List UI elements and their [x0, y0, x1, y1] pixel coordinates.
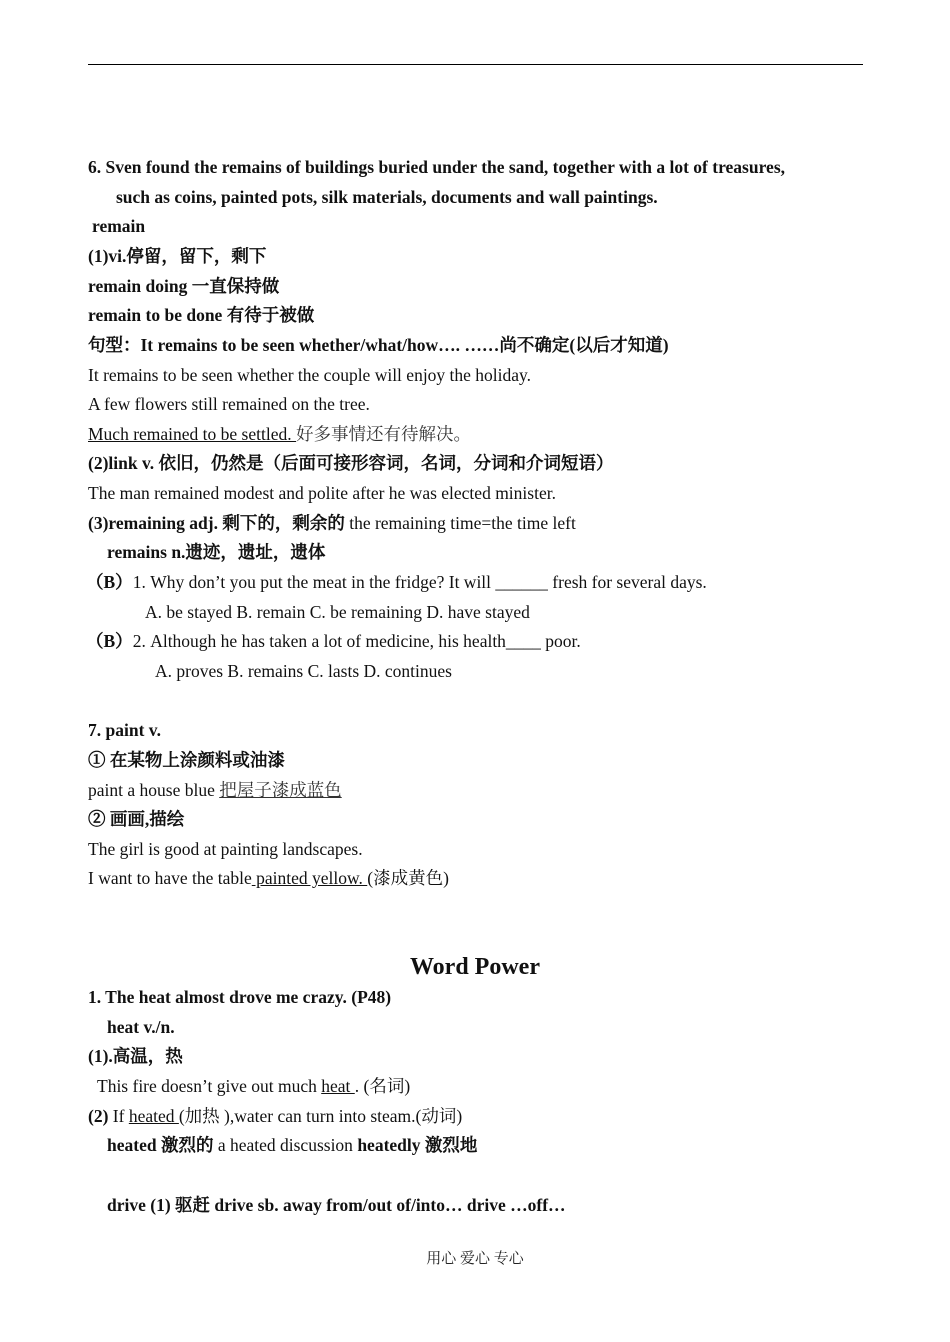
example-translation: 把屋子漆成蓝色	[219, 780, 342, 800]
example-translation: (漆成黄色)	[367, 868, 449, 888]
heated-example: a heated discussion	[213, 1135, 358, 1155]
wp-sentence: 1. The heat almost drove me crazy. (P48)	[88, 987, 392, 1007]
example-answer: Much remained to be settled.	[88, 424, 296, 444]
s7-meaning-1: ① 在某物上涂颜料或油漆	[88, 750, 285, 770]
s6-meaning-3	[88, 513, 576, 533]
example-answer: heated	[128, 1106, 179, 1126]
phrase: remain doing	[88, 276, 188, 296]
meaning-remaining-example: the remaining time=the time left	[344, 513, 576, 533]
s7-meaning-2: ② 画画,描绘	[88, 809, 185, 829]
pattern-meaning: ……尚不确定(以后才知道)	[460, 335, 669, 355]
s7-heading: 7. paint v.	[88, 720, 161, 740]
wp-drive: drive (1) 驱赶 drive sb. away from/out of/into… drive …off…	[107, 1195, 566, 1215]
example-answer: heat	[321, 1076, 355, 1096]
question-text: 1. Why don’t you put the meat in the fridge? It will ______ fresh for several days.	[132, 572, 707, 592]
s6-example-1: It remains to be seen whether the couple will enjoy the holiday.	[88, 365, 532, 385]
page-footer: 用心 爱心 专心	[426, 1251, 524, 1267]
heatedly-word: heatedly 激烈地	[357, 1135, 478, 1155]
example-translation: 好多事情还有待解决。	[296, 424, 471, 444]
s7-example-1	[88, 780, 342, 800]
s6-question-1	[86, 572, 707, 592]
heated-word: heated 激烈的	[107, 1135, 214, 1155]
wp-meaning-1: (1).高温，热	[88, 1046, 183, 1066]
example-answer: painted yellow.	[251, 868, 368, 888]
s6-sentence-line-1: 6. Sven found the remains of buildings buried under the sand, together with a lot of treasures,	[88, 157, 786, 177]
s6-keyword: remain	[92, 216, 146, 236]
example-note: (加热 ),water can turn into steam.(动词)	[178, 1106, 463, 1126]
example-note: . (名词)	[354, 1076, 411, 1096]
header-rule	[88, 64, 863, 65]
meaning-remaining: (3)remaining adj. 剩下的，剩余的	[88, 513, 345, 533]
question-text: 2. Although he has taken a lot of medicine, his health____ poor.	[132, 631, 581, 651]
s6-meaning-2	[88, 453, 614, 473]
phrase-meaning: 一直保持做	[187, 276, 280, 296]
phrase: remain to be done	[88, 305, 223, 325]
wp-heated-forms	[107, 1135, 477, 1155]
s6-example-3	[88, 424, 471, 444]
s6-phrase-remain-to-be-done	[88, 305, 314, 325]
s6-sentence-pattern	[88, 335, 669, 355]
s6-question-2	[86, 631, 581, 651]
pattern-text: It remains to be seen whether/what/how….	[140, 335, 461, 355]
s7-example-2: The girl is good at painting landscapes.	[88, 839, 363, 859]
wp-example-1	[97, 1076, 410, 1096]
s6-meaning-1: (1)vi.停留，留下，剩下	[88, 246, 267, 266]
s6-meaning-remains: remains n.遗迹，遗址，遗体	[107, 542, 326, 562]
word-power-title: Word Power	[410, 954, 540, 980]
s6-phrase-remain-doing	[88, 276, 279, 296]
example-number: (2)	[88, 1106, 109, 1126]
pattern-label: 句型：	[88, 335, 141, 355]
question-answer: （B）	[86, 572, 133, 592]
s6-example-2: A few flowers still remained on the tree.	[88, 394, 370, 414]
phrase-meaning: 有待于被做	[222, 305, 315, 325]
example-text: If	[108, 1106, 129, 1126]
example-text: paint a house blue	[88, 780, 220, 800]
s6-example-4: The man remained modest and polite after he was elected minister.	[88, 483, 556, 503]
wp-keyword-heat: heat v./n.	[107, 1017, 175, 1037]
s6-sentence-line-2: such as coins, painted pots, silk materials, documents and wall paintings.	[116, 187, 658, 207]
meaning-pos: (2)link v.	[88, 453, 155, 473]
wp-example-2	[88, 1106, 462, 1126]
s7-example-3	[88, 868, 449, 888]
question-answer: （B）	[86, 631, 133, 651]
example-text: This fire doesn’t give out much	[97, 1076, 322, 1096]
s6-question-2-options: A. proves B. remains C. lasts D. continues	[155, 661, 452, 681]
s6-question-1-options: A. be stayed B. remain C. be remaining D. have stayed	[145, 602, 530, 622]
meaning-text: 依旧，仍然是（后面可接形容词，名词，分词和介词短语）	[154, 453, 614, 473]
example-text: I want to have the table	[88, 868, 252, 888]
